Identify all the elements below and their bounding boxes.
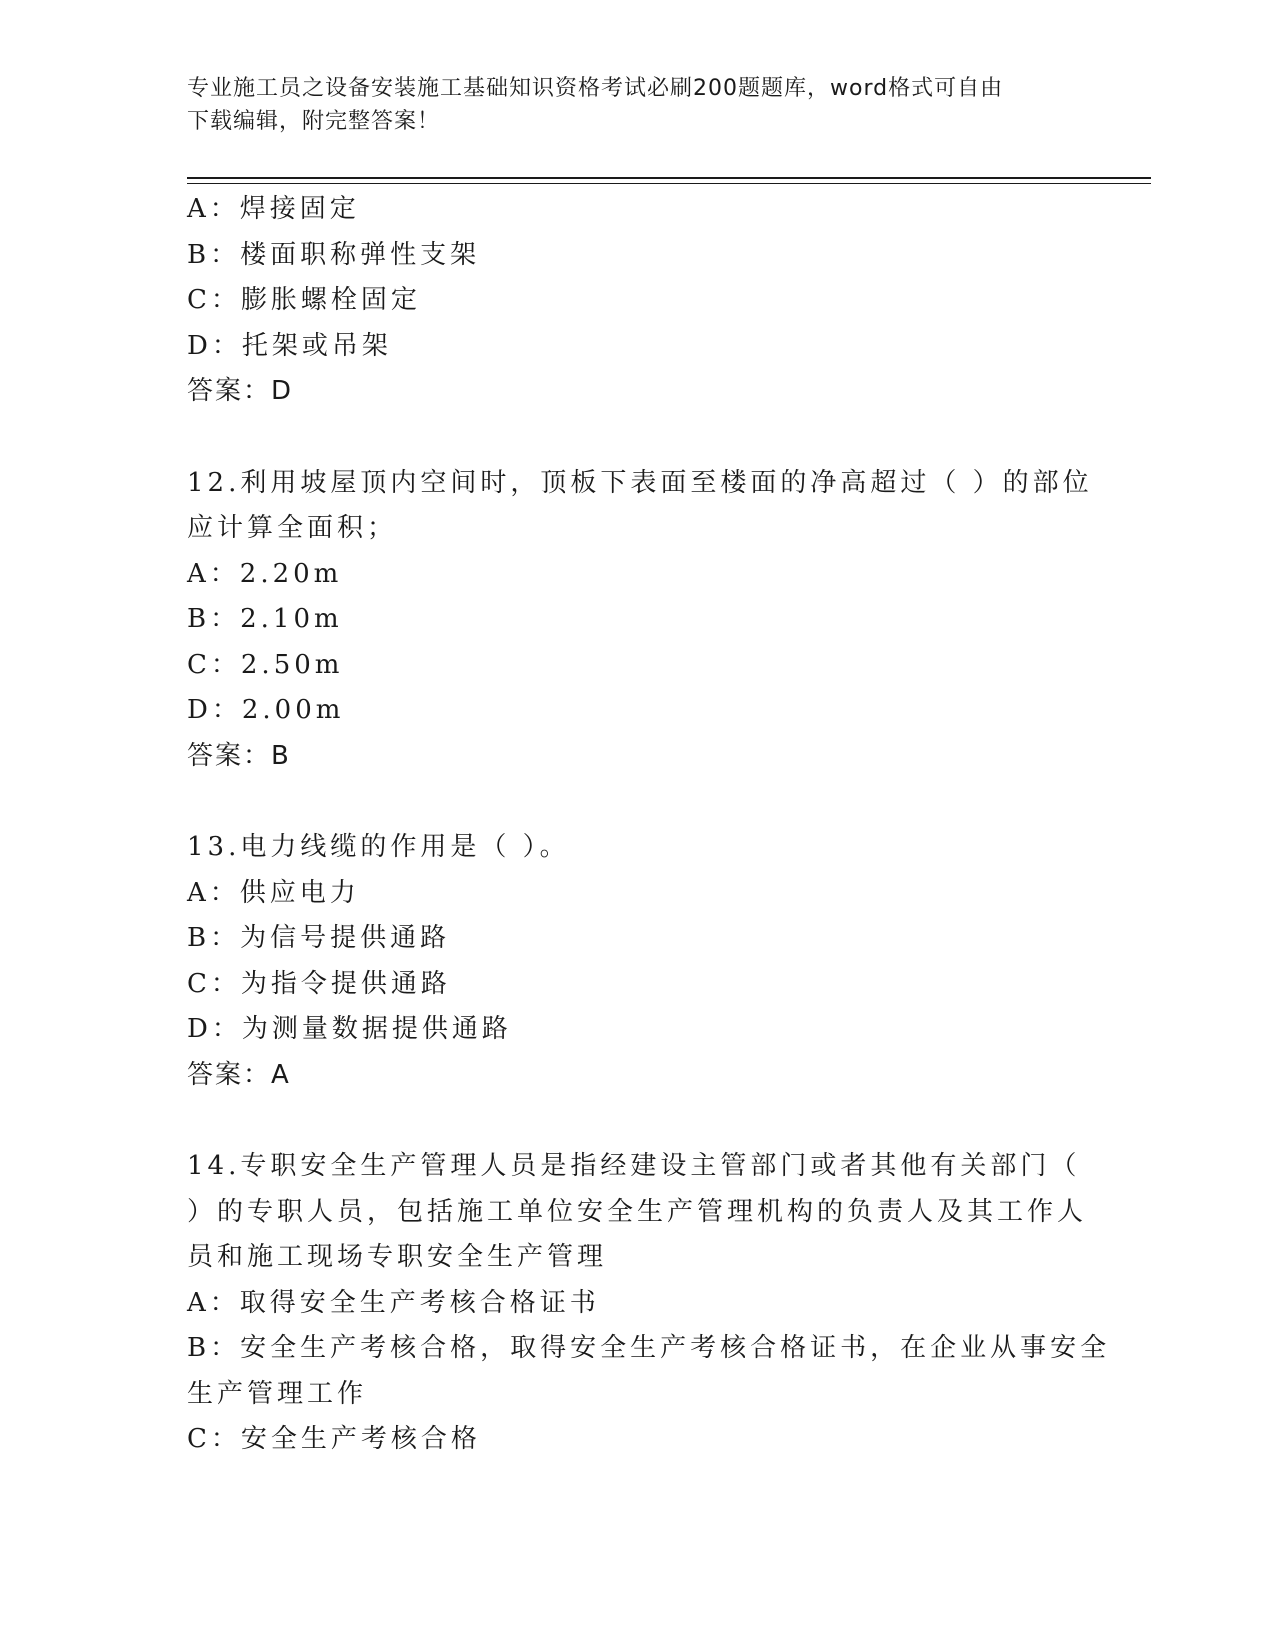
- option-d: D：为测量数据提供通路: [187, 1014, 512, 1044]
- question-14: [187, 1144, 1111, 1463]
- option-c: C：为指令提供通路: [187, 968, 451, 999]
- spacer: [187, 1098, 1067, 1144]
- header-line-1: 专业施工员之设备安装施工基础知识资格考试必刷200题题库，word格式可自由: [187, 76, 1004, 101]
- option-c: C：膨胀螺栓固定: [187, 285, 421, 315]
- option-b-continued: 生产管理工作: [187, 1378, 368, 1409]
- question-11: [187, 187, 1067, 415]
- question-13: [187, 825, 1067, 1098]
- header-line-2: 下载编辑，附完整答案！: [187, 109, 441, 134]
- option-d: D：托架或吊架: [187, 330, 392, 361]
- question-stem: 12.利用坡屋顶内空间时，顶板下表面至楼面的净高超过（ ）的部位: [187, 467, 1093, 498]
- question-list: [187, 187, 1111, 1463]
- option-c: C：2.50m: [187, 649, 344, 680]
- question-stem: 13.电力线缆的作用是（ ）。: [187, 832, 570, 862]
- option-b: B：楼面职称弹性支架: [187, 239, 481, 270]
- answer: 答案：D: [187, 376, 294, 406]
- answer: 答案：A: [187, 1059, 291, 1090]
- question-stem: ）的专职人员，包括施工单位安全生产管理机构的负责人及其工作人: [187, 1196, 1088, 1227]
- option-b: B：安全生产考核合格，取得安全生产考核合格证书，在企业从事安全: [187, 1333, 1111, 1363]
- question-stem: 员和施工现场专职安全生产管理: [187, 1242, 608, 1272]
- document-header: [187, 72, 1067, 138]
- spacer: [187, 779, 1067, 825]
- option-c: C：安全生产考核合格: [187, 1424, 481, 1454]
- answer: 答案：B: [187, 740, 291, 771]
- question-12: [187, 461, 1093, 780]
- question-stem: 应计算全面积；: [187, 513, 398, 543]
- option-a: A：供应电力: [187, 877, 360, 908]
- option-a: A：2.20m: [187, 558, 343, 589]
- option-a: A：焊接固定: [187, 194, 360, 224]
- option-a: A：取得安全生产考核合格证书: [187, 1287, 600, 1318]
- spacer: [187, 415, 1067, 461]
- question-stem: 14.专职安全生产管理人员是指经建设主管部门或者其他有关部门（: [187, 1151, 1081, 1181]
- header-divider-thin: [187, 183, 1151, 184]
- option-b: B：为信号提供通路: [187, 923, 451, 953]
- header-divider-thick: [187, 177, 1151, 179]
- option-b: B：2.10m: [187, 604, 343, 634]
- option-d: D：2.00m: [187, 695, 345, 725]
